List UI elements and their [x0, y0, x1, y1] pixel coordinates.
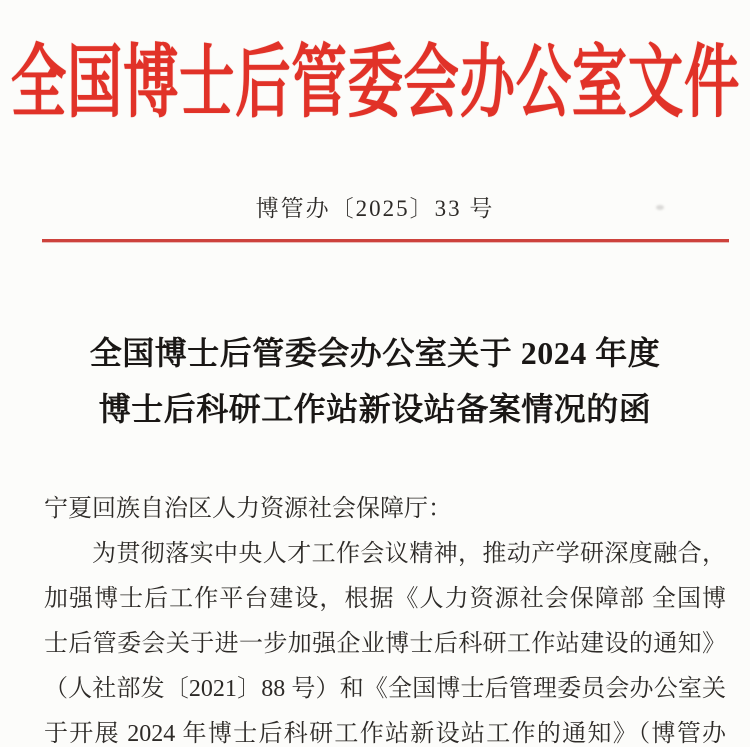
document-title [0, 325, 750, 437]
letterhead-text: 全国博士后管委会办公室文件 [10, 38, 740, 127]
body-line: （人社部发〔2021〕88 号）和《全国博士后管理委员会办公室关 [44, 676, 726, 702]
document-body [44, 487, 726, 747]
red-divider-line [42, 239, 729, 242]
body-line: 为贯彻落实中央人才工作会议精神，推动产学研深度融合， [92, 541, 726, 567]
recipient-line: 宁夏回族自治区人力资源社会保障厅： [44, 496, 452, 522]
document-title-line-1: 全国博士后管委会办公室关于 2024 年度 [89, 335, 661, 371]
document-title-line-2: 博士后科研工作站新设站备案情况的函 [98, 391, 652, 427]
scan-speck [656, 205, 664, 210]
letterhead-banner [0, 28, 750, 127]
body-line: 士后管委会关于进一步加强企业博士后科研工作站建设的通知》 [44, 631, 726, 657]
document-number: 博管办〔2025〕33 号 [255, 196, 495, 221]
body-line: 于开展 2024 年博士后科研工作站新设站工作的通知》（博管办 [44, 721, 726, 747]
body-line: 加强博士后工作平台建设，根据《人力资源社会保障部 全国博 [44, 586, 726, 612]
